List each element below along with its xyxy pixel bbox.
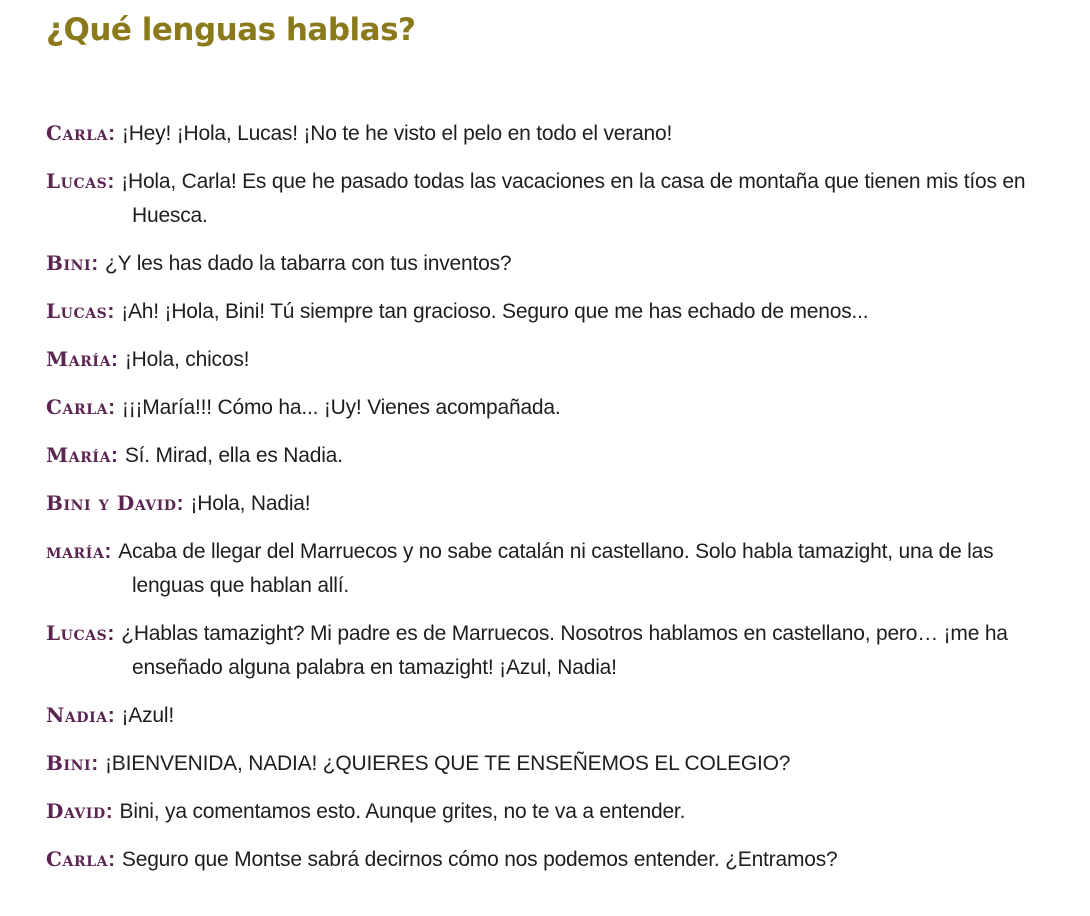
dialogue-line: Bini y David: ¡Hola, Nadia! xyxy=(46,491,311,515)
dialogue-text: ¡Hola, chicos! xyxy=(124,348,250,371)
dialogue-text: ¿Hablas tamazight? Mi padre es de Marruecos. Nosotros hablamos en castellano, pero… ¡me ha enseñado alguna palabra en tamazight! ¡Azul, Nadia! xyxy=(121,622,1008,679)
speaker-name: David xyxy=(46,799,106,823)
speaker-name: Nadia xyxy=(46,703,108,727)
dialogue-text: ¡¡¡María!!! Cómo ha... ¡Uy! Vienes acompañada. xyxy=(121,396,561,419)
page-title: ¿Qué lenguas hablas? xyxy=(46,12,416,48)
speaker-name: Bini y David xyxy=(46,491,177,515)
speaker-name: Bini xyxy=(46,751,92,775)
dialogue-text: ¡Hey! ¡Hola, Lucas! ¡No te he visto el pelo en todo el verano! xyxy=(121,122,673,145)
speaker-name: Carla xyxy=(46,847,109,871)
dialogue-text: ¡Hola, Carla! Es que he pasado todas las vacaciones en la casa de montaña que tienen mis tíos en Huesca. xyxy=(121,170,1026,227)
dialogue-line: Nadia: ¡Azul! xyxy=(46,703,174,727)
dialogue-text: ¡Hola, Nadia! xyxy=(190,492,311,515)
dialogue-line: María: Sí. Mirad, ella es Nadia. xyxy=(46,443,343,467)
dialogue-line: Lucas: ¡Hola, Carla! Es que he pasado todas las vacaciones en la casa de montaña que tienen mis tíos en Huesca. xyxy=(46,169,1026,227)
dialogue-text: Bini, ya comentamos esto. Aunque grites, no te va a entender. xyxy=(119,800,686,823)
speaker-name: maría xyxy=(46,539,105,563)
dialogue-text: Sí. Mirad, ella es Nadia. xyxy=(124,444,343,467)
speaker-name: María xyxy=(46,443,112,467)
dialogue-line: Lucas: ¿Hablas tamazight? Mi padre es de Marruecos. Nosotros hablamos en castellano, pero… ¡me ha enseñado alguna palabra en tamazight! ¡Azul, Nadia! xyxy=(46,621,1008,679)
speaker-name: Carla xyxy=(46,121,109,145)
dialogue-line: María: ¡Hola, chicos! xyxy=(46,347,250,371)
dialogue-text: ¡BIENVENIDA, NADIA! ¿QUIERES QUE TE ENSEÑEMOS EL COLEGIO? xyxy=(105,752,791,775)
dialogue xyxy=(46,116,1046,890)
dialogue-text: Seguro que Montse sabrá decirnos cómo nos podemos entender. ¿Entramos? xyxy=(121,848,838,871)
speaker-name: María xyxy=(46,347,112,371)
dialogue-line: David: Bini, ya comentamos esto. Aunque grites, no te va a entender. xyxy=(46,799,686,823)
dialogue-line: Carla: ¡Hey! ¡Hola, Lucas! ¡No te he visto el pelo en todo el verano! xyxy=(46,121,673,145)
speaker-name: Lucas xyxy=(46,169,108,193)
speaker-name: Carla xyxy=(46,395,109,419)
dialogue-text: Acaba de llegar del Marruecos y no sabe catalán ni castellano. Solo habla tamazight, una de las lenguas que hablan allí. xyxy=(118,540,994,597)
dialogue-line: Lucas: ¡Ah! ¡Hola, Bini! Tú siempre tan gracioso. Seguro que me has echado de menos... xyxy=(46,299,869,323)
dialogue-text: ¡Azul! xyxy=(121,704,174,727)
speaker-name: Bini xyxy=(46,251,92,275)
speaker-name: Lucas xyxy=(46,299,108,323)
dialogue-line: Bini: ¿Y les has dado la tabarra con tus inventos? xyxy=(46,251,512,275)
dialogue-line: Carla: Seguro que Montse sabrá decirnos cómo nos podemos entender. ¿Entramos? xyxy=(46,847,838,871)
dialogue-line: Carla: ¡¡¡María!!! Cómo ha... ¡Uy! Vienes acompañada. xyxy=(46,395,561,419)
dialogue-text: ¡Ah! ¡Hola, Bini! Tú siempre tan gracioso. Seguro que me has echado de menos... xyxy=(121,300,869,323)
speaker-name: Lucas xyxy=(46,621,108,645)
dialogue-line: Bini: ¡BIENVENIDA, NADIA! ¿QUIERES QUE TE ENSEÑEMOS EL COLEGIO? xyxy=(46,751,791,775)
dialogue-line: maría: Acaba de llegar del Marruecos y no sabe catalán ni castellano. Solo habla tamazight, una de las lenguas que hablan allí. xyxy=(46,539,994,597)
dialogue-text: ¿Y les has dado la tabarra con tus inventos? xyxy=(105,252,512,275)
